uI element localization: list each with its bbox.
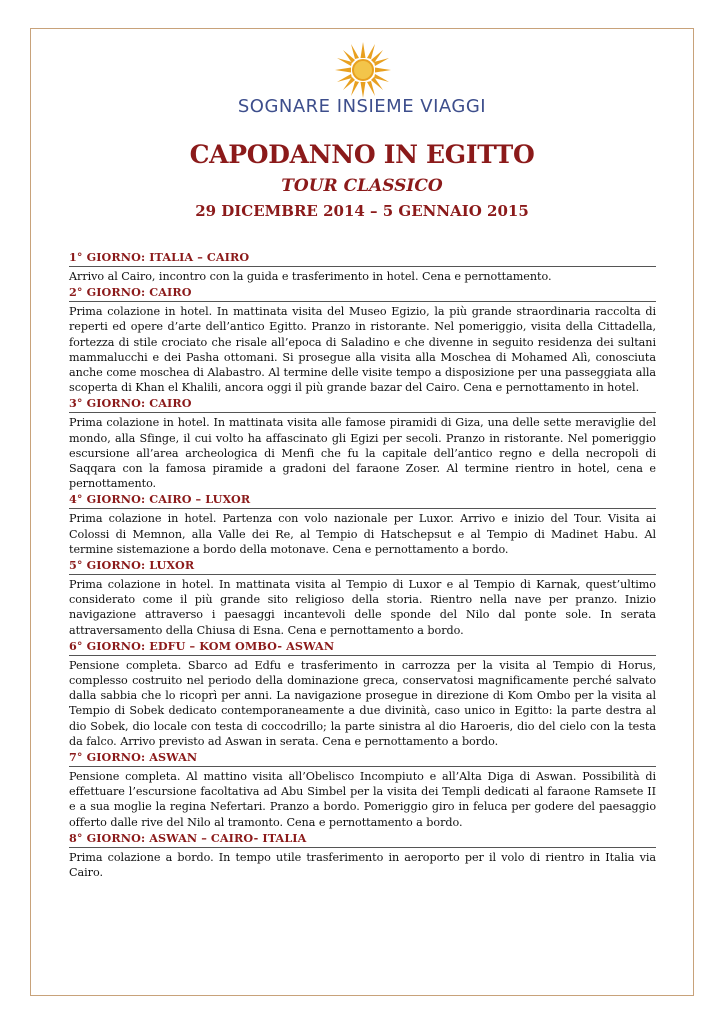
day-title: 1° GIORNO: ITALIA – CAIRO: [69, 250, 656, 267]
day-description: Prima colazione a bordo. In tempo utile trasferimento in aeroporto per il volo di rientro in Italia via Cairo.: [69, 850, 656, 880]
page-subtitle: TOUR CLASSICO: [281, 176, 443, 196]
tour-dates: 29 DICEMBRE 2014 – 5 GENNAIO 2015: [195, 202, 529, 220]
day-title: 4° GIORNO: CAIRO – LUXOR: [69, 492, 656, 509]
day-description: Prima colazione in hotel. In mattinata visita al Tempio di Luxor e al Tempio di Karnak, quest’ultimo considerato come il più grande sito religioso della storia. Rientro nella nave per pranzo. Inizio navigazione attraverso i paesaggi incantevoli delle sponde del Nilo dal ponte sole. In serata attraversamento della Chiusa di Esna. Cena e pernottamento a bordo.: [69, 578, 656, 637]
day-title: 5° GIORNO: LUXOR: [69, 558, 656, 575]
day-title: 6° GIORNO: EDFU – KOM OMBO- ASWAN: [69, 639, 656, 656]
day-section: [69, 831, 656, 880]
day-description: Prima colazione in hotel. In mattinata visita alle famose piramidi di Giza, una delle sette meraviglie del mondo, alla Sfinge, il cui volto ha affascinato gli Egizi per secoli. Pranzo in ristorante. Nel pomeriggio escursione all’area archeologica di Menfi che fu la capitale dell’antico regno e della necropoli di Saqqara con la famosa piramide a gradoni del faraone Zoser. Al termine rientro in hotel, cena e pernottamento.: [69, 416, 656, 491]
sun-logo-icon: [335, 42, 391, 98]
day-title: 8° GIORNO: ASWAN – CAIRO- ITALIA: [69, 831, 656, 848]
day-description: Arrivo al Cairo, incontro con la guida e trasferimento in hotel. Cena e pernottamento.: [69, 270, 552, 283]
day-section: [69, 250, 656, 284]
day-description: Prima colazione in hotel. Partenza con volo nazionale per Luxor. Arrivo e inizio del Tour. Visita ai Colossi di Memnon, alla Valle dei Re, al Tempio di Hatschepsut e al Tempio di Madinet Habu. Al termine sistemazione a bordo della motonave. Cena e pernottamento a bordo.: [69, 512, 656, 556]
day-section: [69, 750, 656, 830]
day-description: Pensione completa. Sbarco ad Edfu e trasferimento in carrozza per la visita al Tempio di Horus, complesso costruito nel periodo della dominazione greca, conservatosi magnificamente perché salvato dalla sabbia che lo ricoprì per anni. La navigazione prosegue in direzione di Kom Ombo per la visita al Tempio di Sobek dedicato contemporaneamente a due divinità, caso unico in Egitto: la parte destra al dio Sobek, dio locale con testa di coccodrillo; la parte sinistra al dio Haroeris, dio del cielo con la testa da falco. Arrivo previsto ad Aswan in serata. Cena e pernottamento a bordo.: [69, 658, 656, 748]
day-title: 2° GIORNO: CAIRO: [69, 285, 656, 302]
page-title: CAPODANNO IN EGITTO: [189, 140, 535, 169]
day-title: 7° GIORNO: ASWAN: [69, 750, 656, 767]
day-title: 3° GIORNO: CAIRO: [69, 396, 656, 413]
day-section: [69, 492, 656, 557]
itinerary: [69, 250, 656, 881]
day-description: Prima colazione in hotel. In mattinata visita del Museo Egizio, la più grande straordinaria raccolta di reperti ed opere d’arte dell’antico Egitto. Pranzo in ristorante. Nel pomeriggio, visita della Cittadella, fortezza di stile crociato che risale all’epoca di Saladino e che divenne in seguito residenza dei sultani mammalucchi e dei Pasha ottomani. Si prosegue alla visita alla Moschea di Mohamed Alì, conosciuta anche come moschea di Alabastro. Al termine delle visite tempo a disposizione per una passeggiata alla scoperta di Khan el Khalili, ancora oggi il più grande bazar del Cairo. Cena e pernottamento in hotel.: [69, 305, 656, 395]
logo: [0, 42, 724, 122]
day-section: [69, 396, 656, 491]
brand-name: SOGNARE INSIEME VIAGGI: [237, 96, 487, 117]
day-section: [69, 639, 656, 749]
day-description: Pensione completa. Al mattino visita all’Obelisco Incompiuto e all’Alta Diga di Aswan. Possibilità di effettuare l’escursione facoltativa ad Abu Simbel per la visita dei Templi dedicati al faraone Ramsete II e a sua moglie la regina Nefertari. Pranzo a bordo. Pomeriggio giro in feluca per godere del paesaggio offerto dalle rive del Nilo al tramonto. Cena e pernottamento a bordo.: [69, 770, 656, 829]
day-section: [69, 558, 656, 638]
day-section: [69, 285, 656, 395]
